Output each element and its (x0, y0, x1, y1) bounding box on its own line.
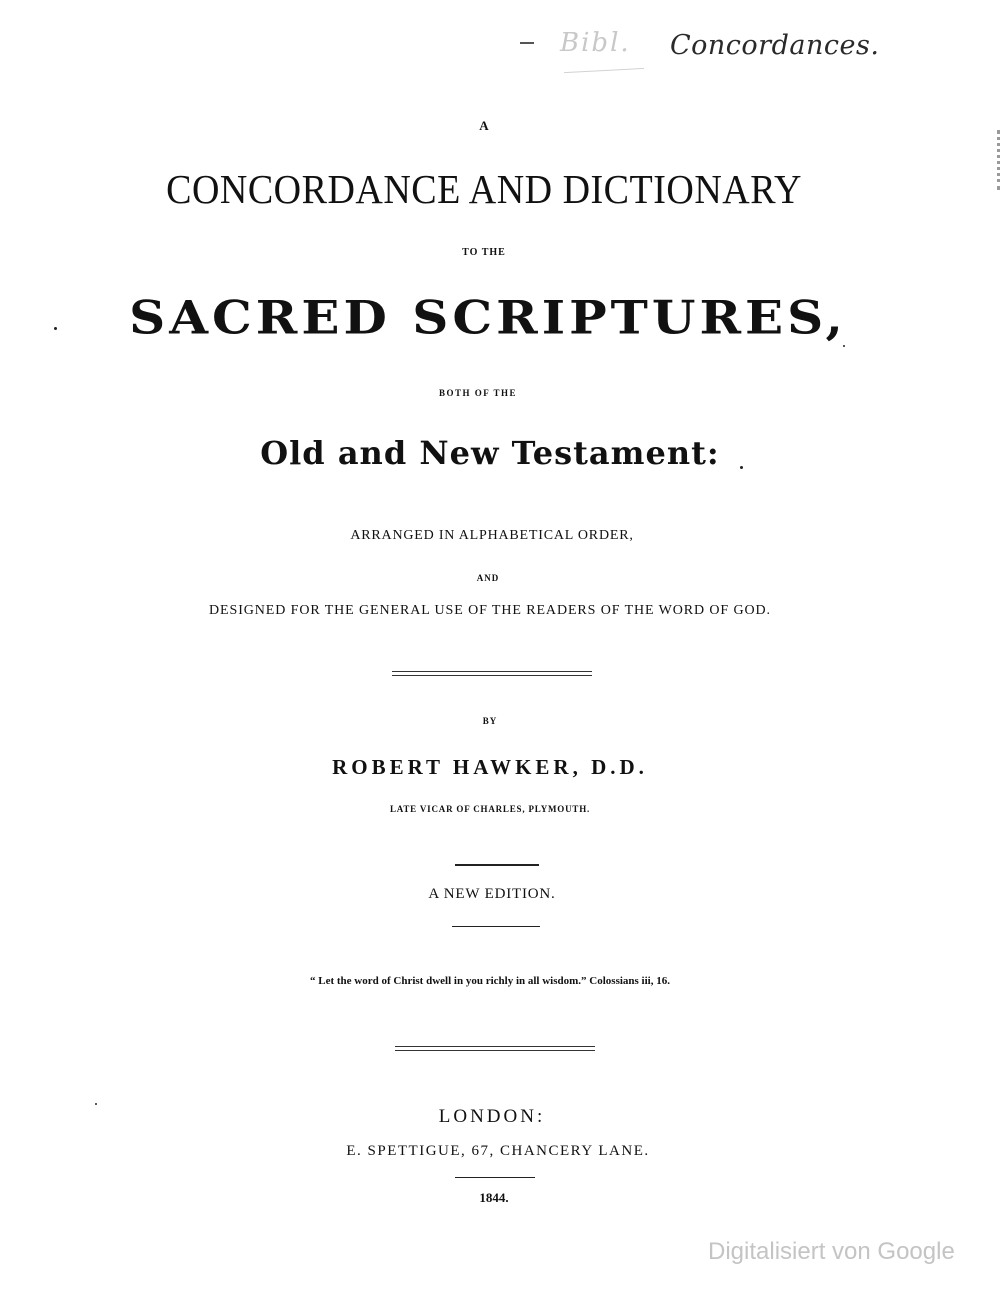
scan-edge-marks (991, 130, 1000, 190)
epigraph-quote: “ Let the word of Christ dwell in you richly in all wisdom.” Colossians iii, 16. (310, 975, 670, 987)
edition-line: A NEW EDITION. (428, 886, 556, 902)
to-the-label: TO THE (462, 247, 506, 258)
handwritten-annotation (520, 22, 880, 72)
divider-rule-4 (395, 1046, 595, 1051)
scan-speck (95, 1103, 97, 1105)
arranged-line: ARRANGED IN ALPHABETICAL ORDER, (350, 528, 634, 543)
title-article: A (479, 118, 489, 133)
author-name: ROBERT HAWKER, D.D. (332, 755, 648, 779)
annotation-faint-note: Bibl. (560, 28, 631, 58)
scan-speck (843, 345, 845, 347)
imprint-city: LONDON: (438, 1106, 546, 1127)
annotation-underline (564, 68, 644, 73)
annotation-note: Concordances. (670, 30, 880, 61)
both-of-the-label: BOTH OF THE (438, 388, 517, 398)
by-label: BY (482, 716, 498, 726)
scan-speck (54, 327, 57, 330)
divider-rule-5 (455, 1177, 535, 1178)
scan-speck (740, 466, 743, 469)
imprint-year: 1844. (479, 1190, 509, 1205)
annotation-dash (520, 42, 534, 44)
imprint-publisher: E. SPETTIGUE, 67, CHANCERY LANE. (346, 1143, 650, 1159)
divider-rule-3 (452, 926, 540, 927)
and-label: AND (476, 573, 500, 583)
divider-rule-2 (455, 864, 539, 866)
testaments-heading: Old and New Testament: (260, 434, 720, 472)
subject-heading: SACRED SCRIPTURES, (129, 290, 847, 345)
digitization-watermark: Digitalisiert von Google (708, 1238, 955, 1265)
author-title: LATE VICAR OF CHARLES, PLYMOUTH. (389, 804, 591, 814)
main-title: CONCORDANCE AND DICTIONARY (166, 167, 802, 213)
divider-rule-1 (392, 671, 592, 676)
designed-line: DESIGNED FOR THE GENERAL USE OF THE READERS OF THE WORD OF GOD. (209, 603, 771, 618)
